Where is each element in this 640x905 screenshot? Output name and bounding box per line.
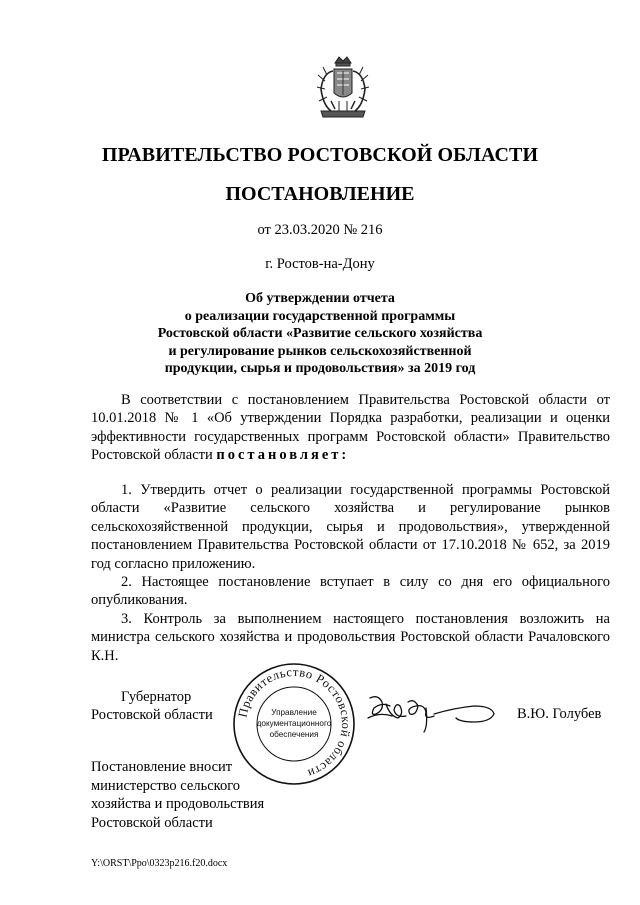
stamp-ring-text: Правительство Ростовской области — [235, 664, 354, 781]
file-path-footer: Y:\ORST\Ppo\0323p216.f20.docx — [91, 858, 228, 869]
subject-line: Об утверждении отчета — [245, 291, 395, 306]
document-city: г. Ростов-на-Дону — [265, 256, 375, 272]
signer-title — [91, 688, 213, 725]
subject-line: о реализации государственной программы — [184, 308, 456, 324]
signer-title-line: Губернатор — [121, 689, 192, 705]
signer-name: В.Ю. Голубев — [517, 706, 602, 722]
subject-line: Ростовской области «Развитие сельского хозяйства — [157, 326, 483, 342]
document-subject — [0, 290, 640, 378]
decree-item: 2. Настоящее постановление вступает в силу со дня его официального опубликования. — [91, 574, 610, 609]
submitter-line: Ростовской области — [91, 814, 213, 831]
submitter-line: Постановление вносит — [91, 759, 233, 775]
document-type: ПОСТАНОВЛЕНИЕ — [225, 183, 415, 205]
stamp-inner-line: документационного — [256, 719, 332, 728]
decree-word: постановляет: — [216, 447, 350, 464]
government-title: ПРАВИТЕЛЬСТВО РОСТОВСКОЙ ОБЛАСТИ — [101, 144, 539, 166]
submitter-block — [91, 758, 264, 832]
signer-title-line: Ростовской области — [91, 707, 213, 724]
preamble-text: В соответствии с постановлением Правительства Ростовской области от 10.01.2018 № 1 «Об утверждении Порядка разработки, реализации и оценки эффективности государственных программ Ростовской области» Правительство Ростовской области — [91, 392, 610, 464]
preamble-paragraph — [91, 391, 610, 465]
subject-line: и регулирование рынков сельскохозяйственной — [168, 343, 472, 359]
coat-of-arms-icon — [313, 55, 373, 125]
document-date-number: от 23.03.2020 № 216 — [257, 222, 383, 238]
decree-item: 3. Контроль за выполнением настоящего постановления возложить на министра сельского хозяйства и продовольствия Ростовской области Рачаловского К.Н. — [91, 610, 610, 664]
subject-line: продукции, сырья и продовольствия» за 2019 год — [164, 361, 476, 377]
submitter-line: хозяйства и продовольствия — [91, 796, 265, 813]
handwritten-signature — [364, 688, 499, 734]
stamp-inner-line: обеспечения — [269, 730, 319, 739]
decree-item: 1. Утвердить отчет о реализации государственной программы Ростовской области «Развитие сельского хозяйства и регулирование рынков сельскохозяйственной продукции, сырья и продовольствия», утвержденной постановлением Правительства Ростовской области от 17.10.2018 № 652, за 2019 год согласно приложению. — [91, 482, 610, 572]
decree-items — [91, 481, 610, 665]
submitter-line: министерство сельского — [91, 777, 241, 794]
stamp-inner-line: Управление — [271, 708, 317, 717]
